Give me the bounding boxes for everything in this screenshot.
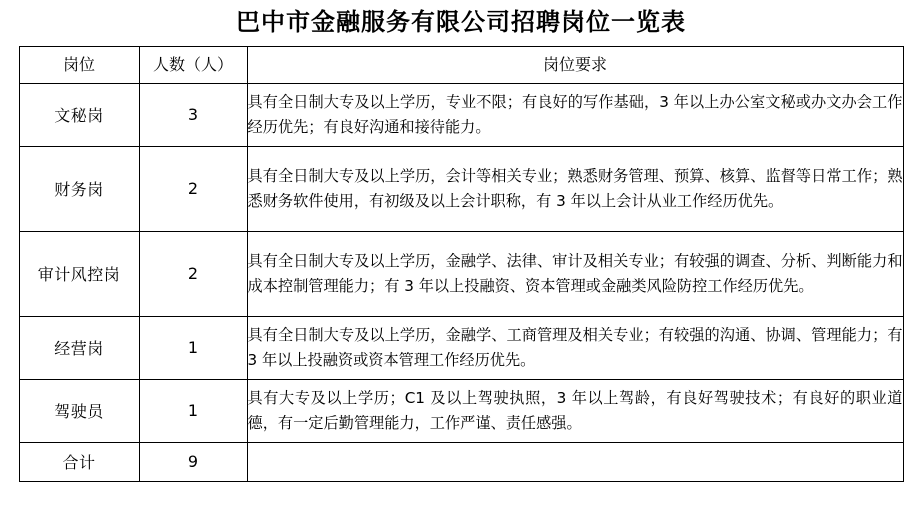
table-row [19,316,903,379]
page-title: 巴中市金融服务有限公司招聘岗位一览表 [236,8,686,36]
cell-position: 审计风控岗 [19,231,139,316]
cell-count: 2 [139,146,247,231]
table-row [19,379,903,442]
cell-position: 经营岗 [19,316,139,379]
table-header-row [19,46,903,83]
table-total-row [19,442,903,481]
cell-count: 1 [139,379,247,442]
cell-count: 1 [139,316,247,379]
cell-requirements: 具有全日制大专及以上学历，专业不限；有良好的写作基础，3 年以上办公室文秘或办文办会工作经历优先；有良好沟通和接待能力。 [247,83,903,146]
cell-count: 3 [139,83,247,146]
cell-total-requirements [247,442,903,481]
cell-position: 文秘岗 [19,83,139,146]
cell-requirements: 具有全日制大专及以上学历，金融学、工商管理及相关专业；有较强的沟通、协调、管理能力；有 3 年以上投融资或资本管理工作经历优先。 [247,316,903,379]
column-header-position: 岗位 [19,46,139,83]
table-row [19,146,903,231]
table-row [19,83,903,146]
cell-position: 驾驶员 [19,379,139,442]
cell-requirements: 具有全日制大专及以上学历，会计等相关专业；熟悉财务管理、预算、核算、监督等日常工作；熟悉财务软件使用，有初级及以上会计职称，有 3 年以上会计从业工作经历优先。 [247,146,903,231]
cell-requirements: 具有大专及以上学历；C1 及以上驾驶执照，3 年以上驾龄，有良好驾驶技术；有良好的职业道德，有一定后勤管理能力，工作严谨、责任感强。 [247,379,903,442]
table-header [19,46,903,83]
cell-position: 财务岗 [19,146,139,231]
column-header-requirements: 岗位要求 [247,46,903,83]
table-body [19,83,903,481]
column-header-count: 人数（人） [139,46,247,83]
table-row [19,231,903,316]
cell-total-count: 9 [139,442,247,481]
cell-count: 2 [139,231,247,316]
recruitment-positions-table [19,46,904,482]
cell-total-label: 合计 [19,442,139,481]
cell-requirements: 具有全日制大专及以上学历，金融学、法律、审计及相关专业；有较强的调查、分析、判断能力和成本控制管理能力；有 3 年以上投融资、资本管理或金融类风险防控工作经历优先。 [247,231,903,316]
